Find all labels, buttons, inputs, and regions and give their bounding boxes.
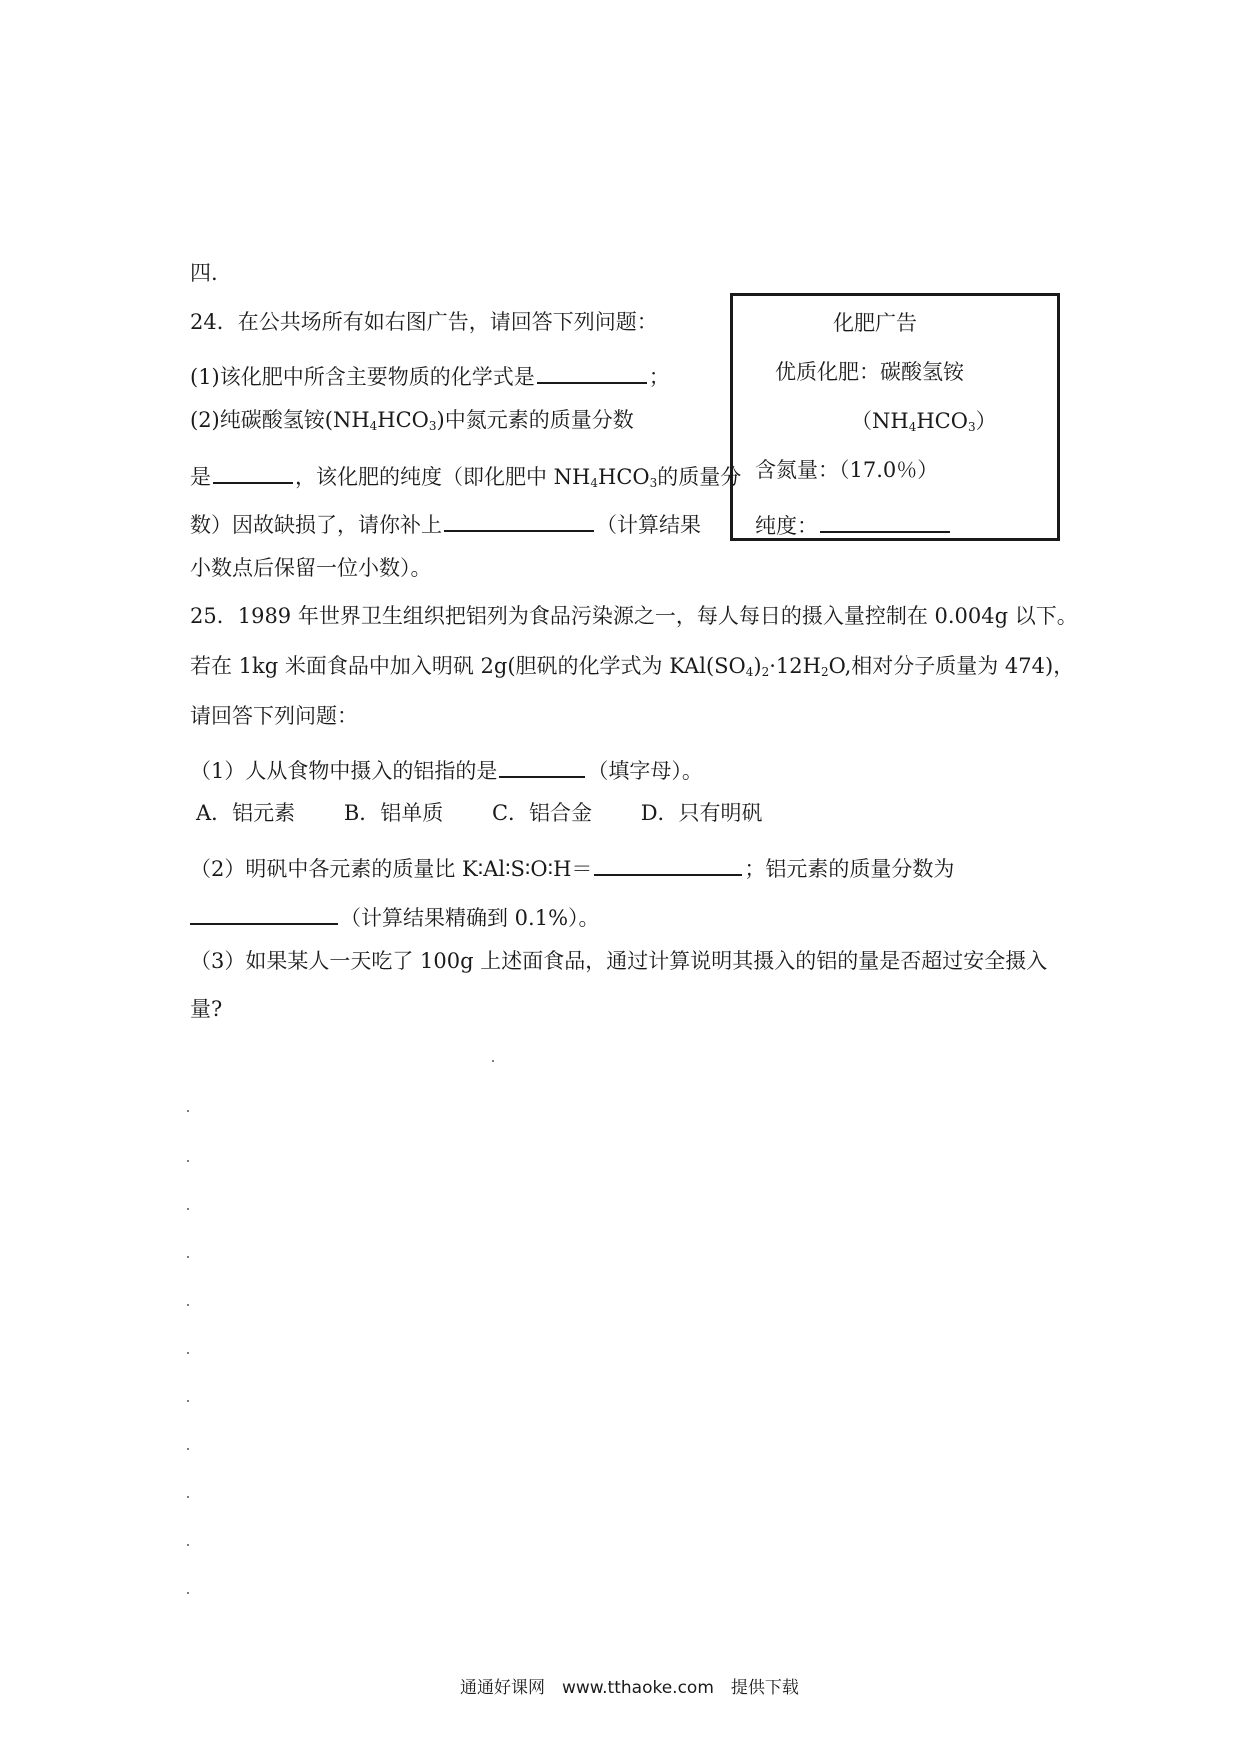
subscript-3: 3 bbox=[967, 420, 976, 434]
ad-product: 优质化肥：碳酸氢铵 bbox=[775, 360, 964, 384]
q24-part2-line3 bbox=[190, 508, 701, 536]
q24-answer-blank-2[interactable] bbox=[213, 460, 293, 484]
q24-part2-text-b: HCO bbox=[377, 408, 429, 432]
q25-part2-line2-text: （计算结果精确到 0.1%）。 bbox=[340, 906, 600, 930]
margin-dot bbox=[187, 1544, 189, 1546]
q25-options: A．铝元素 B．铝单质 C．铝合金 D．只有明矾 bbox=[196, 801, 763, 825]
ad-nitrogen-content: 含氮量：（17.0％） bbox=[755, 458, 939, 482]
margin-dot bbox=[187, 1304, 189, 1306]
margin-dot bbox=[187, 1592, 189, 1594]
q24-answer-blank-1[interactable] bbox=[537, 360, 647, 384]
subscript-4: 4 bbox=[369, 419, 378, 433]
q25-stem-line3: 请回答下列问题： bbox=[190, 704, 358, 728]
q25-stem-line2-d: O,相对分子质量为 474)， bbox=[828, 654, 1075, 678]
q24-part2-line1 bbox=[190, 410, 634, 432]
q25-stem-line1: 25．1989 年世界卫生组织把铝列为食品污染源之一，每人每日的摄入量控制在 0.004g 以下。 bbox=[190, 604, 1078, 628]
q24-part1 bbox=[190, 360, 670, 388]
q24-part2-text-a: (2)纯碳酸氢铵(NH bbox=[190, 408, 370, 432]
q24-part2-line3-b: （计算结果 bbox=[596, 513, 701, 537]
q25-part2-suffix: ；铝元素的质量分数为 bbox=[744, 857, 955, 881]
q25-stem-line2-c: ·12H bbox=[769, 654, 821, 678]
q24-part2-line3-a: 数）因故缺损了，请你补上 bbox=[190, 513, 442, 537]
q25-part2-line2 bbox=[190, 901, 600, 929]
q25-part1-suffix: （填字母）。 bbox=[587, 759, 703, 783]
q24-part2-line2-c: HCO bbox=[598, 465, 650, 489]
ad-formula-b: HCO bbox=[916, 409, 968, 433]
subscript-4: 4 bbox=[908, 420, 917, 434]
margin-dot bbox=[187, 1400, 189, 1402]
q25-stem-line2 bbox=[190, 656, 1074, 678]
subscript-2: 2 bbox=[820, 665, 829, 679]
margin-dot bbox=[187, 1160, 189, 1162]
q24-stem: 24．在公共场所有如右图广告，请回答下列问题： bbox=[190, 310, 658, 334]
margin-dot bbox=[187, 1496, 189, 1498]
q24-answer-blank-3[interactable] bbox=[444, 508, 594, 532]
fertilizer-ad-box bbox=[730, 293, 1060, 541]
q24-part1-text: (1)该化肥中所含主要物质的化学式是 bbox=[190, 365, 535, 389]
q25-answer-blank-3[interactable] bbox=[190, 901, 338, 925]
q25-part1-text: （1）人从食物中摄入的铝指的是 bbox=[190, 759, 498, 783]
q25-part2 bbox=[190, 852, 954, 880]
subscript-2: 2 bbox=[761, 665, 770, 679]
margin-dot bbox=[187, 1256, 189, 1258]
margin-dot bbox=[492, 1060, 494, 1062]
page-footer: 通通好课网 www.tthaoke.com 提供下载 bbox=[460, 1678, 799, 1698]
q24-part2-line4: 小数点后保留一位小数）。 bbox=[190, 556, 432, 580]
q24-part2-line2-a: 是 bbox=[190, 465, 211, 489]
ad-title: 化肥广告 bbox=[833, 311, 917, 335]
ad-formula-a: （NH bbox=[851, 409, 909, 433]
q25-part3-line1: （3）如果某人一天吃了 100g 上述面食品，通过计算说明其摄入的铝的量是否超过安全摄入 bbox=[190, 949, 1048, 973]
q25-part3-line2: 量? bbox=[190, 997, 223, 1021]
section-number: 四. bbox=[190, 261, 218, 285]
q24-part2-text-c: )中氮元素的质量分数 bbox=[436, 408, 634, 432]
margin-dot bbox=[187, 1208, 189, 1210]
subscript-4: 4 bbox=[745, 665, 754, 679]
q25-stem-line2-a: 若在 1kg 米面食品中加入明矾 2g(胆矾的化学式为 KAl(SO bbox=[190, 654, 746, 678]
ad-formula-c: ） bbox=[975, 409, 997, 433]
q24-part1-suffix: ； bbox=[648, 365, 670, 389]
ad-purity-label: 纯度： bbox=[755, 514, 818, 538]
margin-dot bbox=[187, 1448, 189, 1450]
q25-part2-text: （2）明矾中各元素的质量比 K∶Al∶S∶O∶H＝ bbox=[190, 857, 593, 881]
subscript-3: 3 bbox=[649, 476, 658, 490]
margin-dot bbox=[187, 1352, 189, 1354]
q25-answer-blank-1[interactable] bbox=[499, 754, 585, 778]
q24-part2-line2-b: ，该化肥的纯度（即化肥中 NH bbox=[295, 465, 591, 489]
ad-purity bbox=[755, 509, 952, 537]
q25-answer-blank-2[interactable] bbox=[594, 852, 742, 876]
ad-formula bbox=[851, 411, 997, 433]
q24-part2-line2 bbox=[190, 460, 741, 489]
q25-part1 bbox=[190, 754, 703, 782]
q24-part2-line2-d: 的质量分 bbox=[657, 465, 742, 489]
ad-purity-blank[interactable] bbox=[820, 509, 950, 533]
margin-dot bbox=[187, 1110, 189, 1112]
q25-stem-line2-b: ) bbox=[753, 654, 762, 678]
subscript-3: 3 bbox=[428, 419, 437, 433]
subscript-4: 4 bbox=[590, 476, 599, 490]
